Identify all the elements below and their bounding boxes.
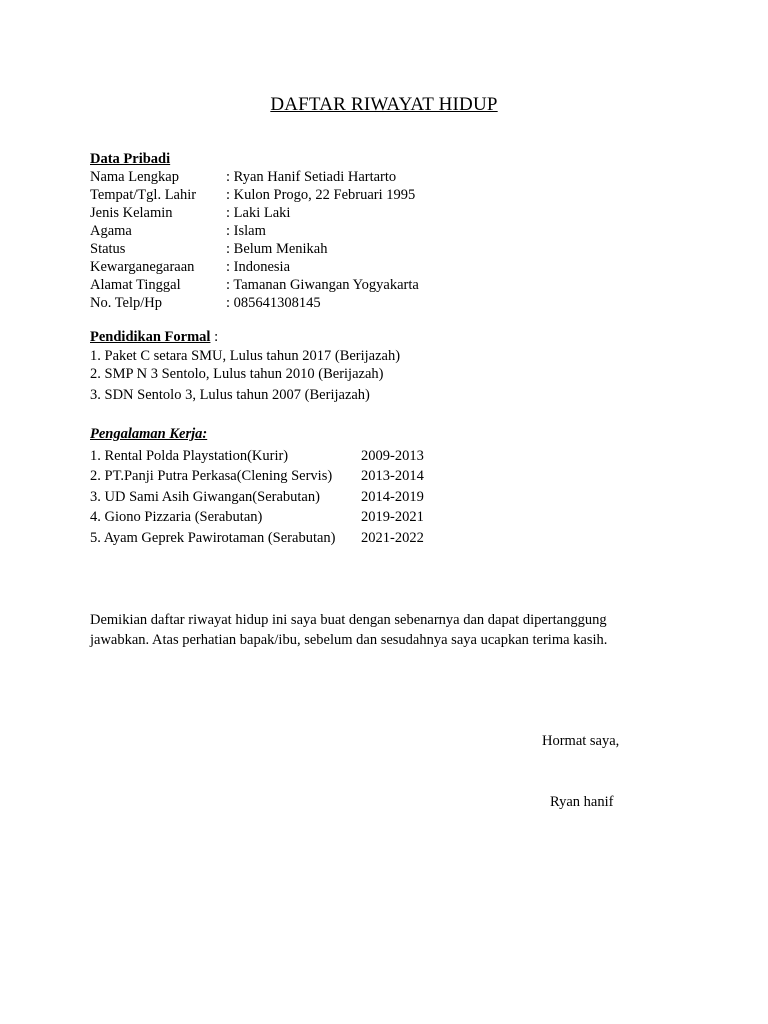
experience-place: 5. Ayam Geprek Pawirotaman (Serabutan)	[90, 530, 336, 546]
regards-text: Hormat saya,	[542, 733, 620, 749]
closing-line: jawabkan. Atas perhatian bapak/ibu, sebelum dan sesudahnya saya ucapkan terima kasih.	[90, 632, 608, 648]
field-label: Tempat/Tgl. Lahir	[90, 187, 197, 203]
field-label: Nama Lengkap	[90, 169, 179, 185]
education-item: 1. Paket C setara SMU, Lulus tahun 2017 (Berijazah)	[90, 348, 401, 364]
field-value: : Indonesia	[226, 259, 291, 275]
field-value: : Tamanan Giwangan Yogyakarta	[226, 277, 419, 293]
field-value: : 085641308145	[226, 295, 321, 311]
education-item: 2. SMP N 3 Sentolo, Lulus tahun 2010 (Berijazah)	[90, 366, 384, 382]
document-title: DAFTAR RIWAYAT HIDUP	[270, 94, 498, 115]
experience-period: 2009-2013	[361, 448, 424, 464]
experience-place: 2. PT.Panji Putra Perkasa(Clening Servis)	[90, 468, 333, 484]
field-label: Kewarganegaraan	[90, 259, 195, 275]
experience-place: 1. Rental Polda Playstation(Kurir)	[90, 448, 289, 464]
experience-period: 2014-2019	[361, 489, 424, 505]
experience-period: 2019-2021	[361, 509, 424, 525]
experience-place: 4. Giono Pizzaria (Serabutan)	[90, 509, 263, 525]
field-value: : Laki Laki	[226, 205, 291, 221]
closing-line: Demikian daftar riwayat hidup ini saya buat dengan sebenarnya dan dapat dipertanggung	[90, 612, 607, 628]
field-value: : Belum Menikah	[226, 241, 328, 257]
closing-paragraph	[90, 610, 650, 650]
field-value: : Kulon Progo, 22 Februari 1995	[226, 187, 416, 203]
education-heading: Pendidikan Formal :	[90, 329, 219, 345]
personal-data-heading: Data Pribadi	[90, 151, 171, 167]
education-item: 3. SDN Sentolo 3, Lulus tahun 2007 (Berijazah)	[90, 387, 370, 403]
field-label: Agama	[90, 223, 132, 239]
field-label: No. Telp/Hp	[90, 295, 163, 311]
field-value: : Ryan Hanif Setiadi Hartarto	[226, 169, 397, 185]
field-label: Alamat Tinggal	[90, 277, 181, 293]
field-label: Jenis Kelamin	[90, 205, 173, 221]
field-label: Status	[90, 241, 126, 257]
experience-heading: Pengalaman Kerja:	[90, 426, 208, 442]
field-value: : Islam	[226, 223, 266, 239]
experience-period: 2021-2022	[361, 530, 424, 546]
experience-place: 3. UD Sami Asih Giwangan(Serabutan)	[90, 489, 320, 505]
signer-name: Ryan hanif	[550, 794, 614, 810]
experience-period: 2013-2014	[361, 468, 424, 484]
